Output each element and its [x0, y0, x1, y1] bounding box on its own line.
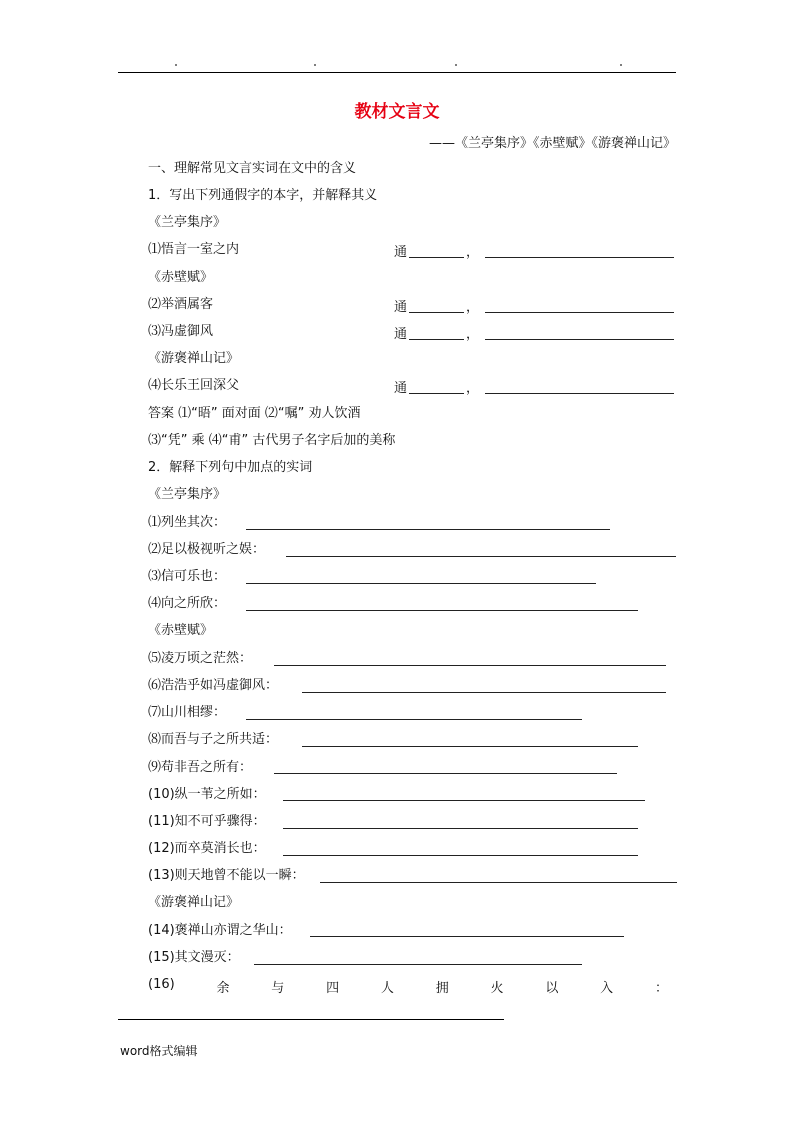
item-char: 余 — [216, 981, 230, 996]
answer-blank[interactable] — [485, 339, 674, 340]
group-heading: 《游褒禅山记》 — [148, 351, 240, 366]
q2-item-16 — [148, 977, 668, 996]
answer-blank[interactable] — [274, 665, 666, 666]
tong-label: 通 — [394, 381, 408, 396]
answer-blank[interactable] — [286, 556, 676, 557]
q1-item: ⑴悟言一室之内 — [148, 242, 240, 257]
answer-blank[interactable] — [246, 529, 610, 530]
comma: ， — [466, 245, 480, 260]
answer-blank[interactable] — [409, 393, 464, 394]
answer-blank[interactable] — [246, 583, 596, 584]
header-dot — [455, 64, 457, 66]
page-title: 教材文言文 — [354, 102, 440, 122]
answer-blank[interactable] — [283, 800, 645, 801]
q2-item: (10)纵一苇之所如： — [148, 787, 266, 802]
q2-item: ⑸凌万顷之茫然： — [148, 651, 253, 666]
tong-label: 通 — [394, 327, 408, 342]
answer-blank[interactable] — [409, 312, 464, 313]
q2-item: ⑷向之所欣： — [148, 596, 227, 611]
header-rule — [118, 72, 676, 73]
group-heading: 《赤壁赋》 — [148, 270, 214, 285]
item-char: 入 — [600, 981, 614, 996]
q2-item: ⑶信可乐也： — [148, 569, 227, 584]
comma: ， — [466, 381, 480, 396]
q2-item: (15)其文漫灭： — [148, 950, 240, 965]
q2-item: ⑴列坐其次： — [148, 515, 227, 530]
answer-blank[interactable] — [485, 312, 674, 313]
answer-blank[interactable] — [320, 882, 677, 883]
answer-blank[interactable] — [485, 393, 674, 394]
answer-blank[interactable] — [310, 936, 624, 937]
header-dot — [314, 64, 316, 66]
answer-blank[interactable] — [274, 773, 617, 774]
page-subtitle: ——《兰亭集序》《赤壁赋》《游褒禅山记》 — [428, 136, 676, 151]
question-heading: 1．写出下列通假字的本字，并解释其义 — [148, 188, 378, 203]
q2-item: ⑺山川相缪： — [148, 705, 227, 720]
q2-item: ⑼苟非吾之所有： — [148, 760, 253, 775]
q2-item: ⑹浩浩乎如冯虚御风： — [148, 678, 279, 693]
answer-text: 答案 ⑴“晤” 面对面 ⑵“嘱” 劝人饮酒 — [148, 406, 361, 421]
answer-blank[interactable] — [246, 719, 582, 720]
answer-blank[interactable] — [302, 746, 638, 747]
header-dot — [620, 64, 622, 66]
q2-item: (12)而卒莫消长也： — [148, 841, 266, 856]
answer-blank[interactable] — [485, 257, 674, 258]
question-heading: 2．解释下列句中加点的实词 — [148, 460, 313, 475]
tong-label: 通 — [394, 300, 408, 315]
comma: ， — [466, 300, 480, 315]
section-heading: 一、理解常见文言实词在文中的含义 — [148, 161, 357, 176]
item-char: 火 — [490, 981, 504, 996]
q1-item: ⑶冯虚御风 — [148, 324, 214, 339]
q2-item: (14)褒禅山亦谓之华山： — [148, 923, 292, 938]
q1-item: ⑵举酒属客 — [148, 297, 214, 312]
header-dot — [175, 64, 177, 66]
item-char: 四 — [326, 981, 340, 996]
comma: ， — [466, 327, 480, 342]
q2-item: ⑻而吾与子之所共适： — [148, 732, 279, 747]
answer-blank[interactable] — [246, 610, 638, 611]
group-heading: 《游褒禅山记》 — [148, 895, 240, 910]
group-heading: 《赤壁赋》 — [148, 623, 214, 638]
q2-item: ⑵足以极视听之娱： — [148, 542, 266, 557]
group-heading: 《兰亭集序》 — [148, 487, 227, 502]
footer-text: word格式编辑 — [120, 1044, 198, 1058]
answer-text: ⑶“凭” 乘 ⑷“甫” 古代男子名字后加的美称 — [148, 433, 396, 448]
tong-label: 通 — [394, 245, 408, 260]
q1-item: ⑷长乐王回深父 — [148, 378, 240, 393]
item-char: 与 — [271, 981, 285, 996]
answer-blank[interactable] — [302, 692, 666, 693]
footer-rule — [118, 1019, 504, 1020]
item-char: 以 — [545, 981, 559, 996]
q2-item: (13)则天地曾不能以一瞬： — [148, 868, 305, 883]
item-char: (16) — [148, 977, 175, 992]
item-char: 人 — [380, 981, 394, 996]
answer-blank[interactable] — [283, 828, 638, 829]
q2-item: (11)知不可乎骤得： — [148, 814, 266, 829]
answer-blank[interactable] — [409, 257, 464, 258]
item-char: 拥 — [435, 981, 449, 996]
group-heading: 《兰亭集序》 — [148, 215, 227, 230]
answer-blank[interactable] — [283, 855, 638, 856]
item-char: ： — [654, 981, 668, 996]
answer-blank[interactable] — [409, 339, 464, 340]
answer-blank[interactable] — [254, 964, 582, 965]
